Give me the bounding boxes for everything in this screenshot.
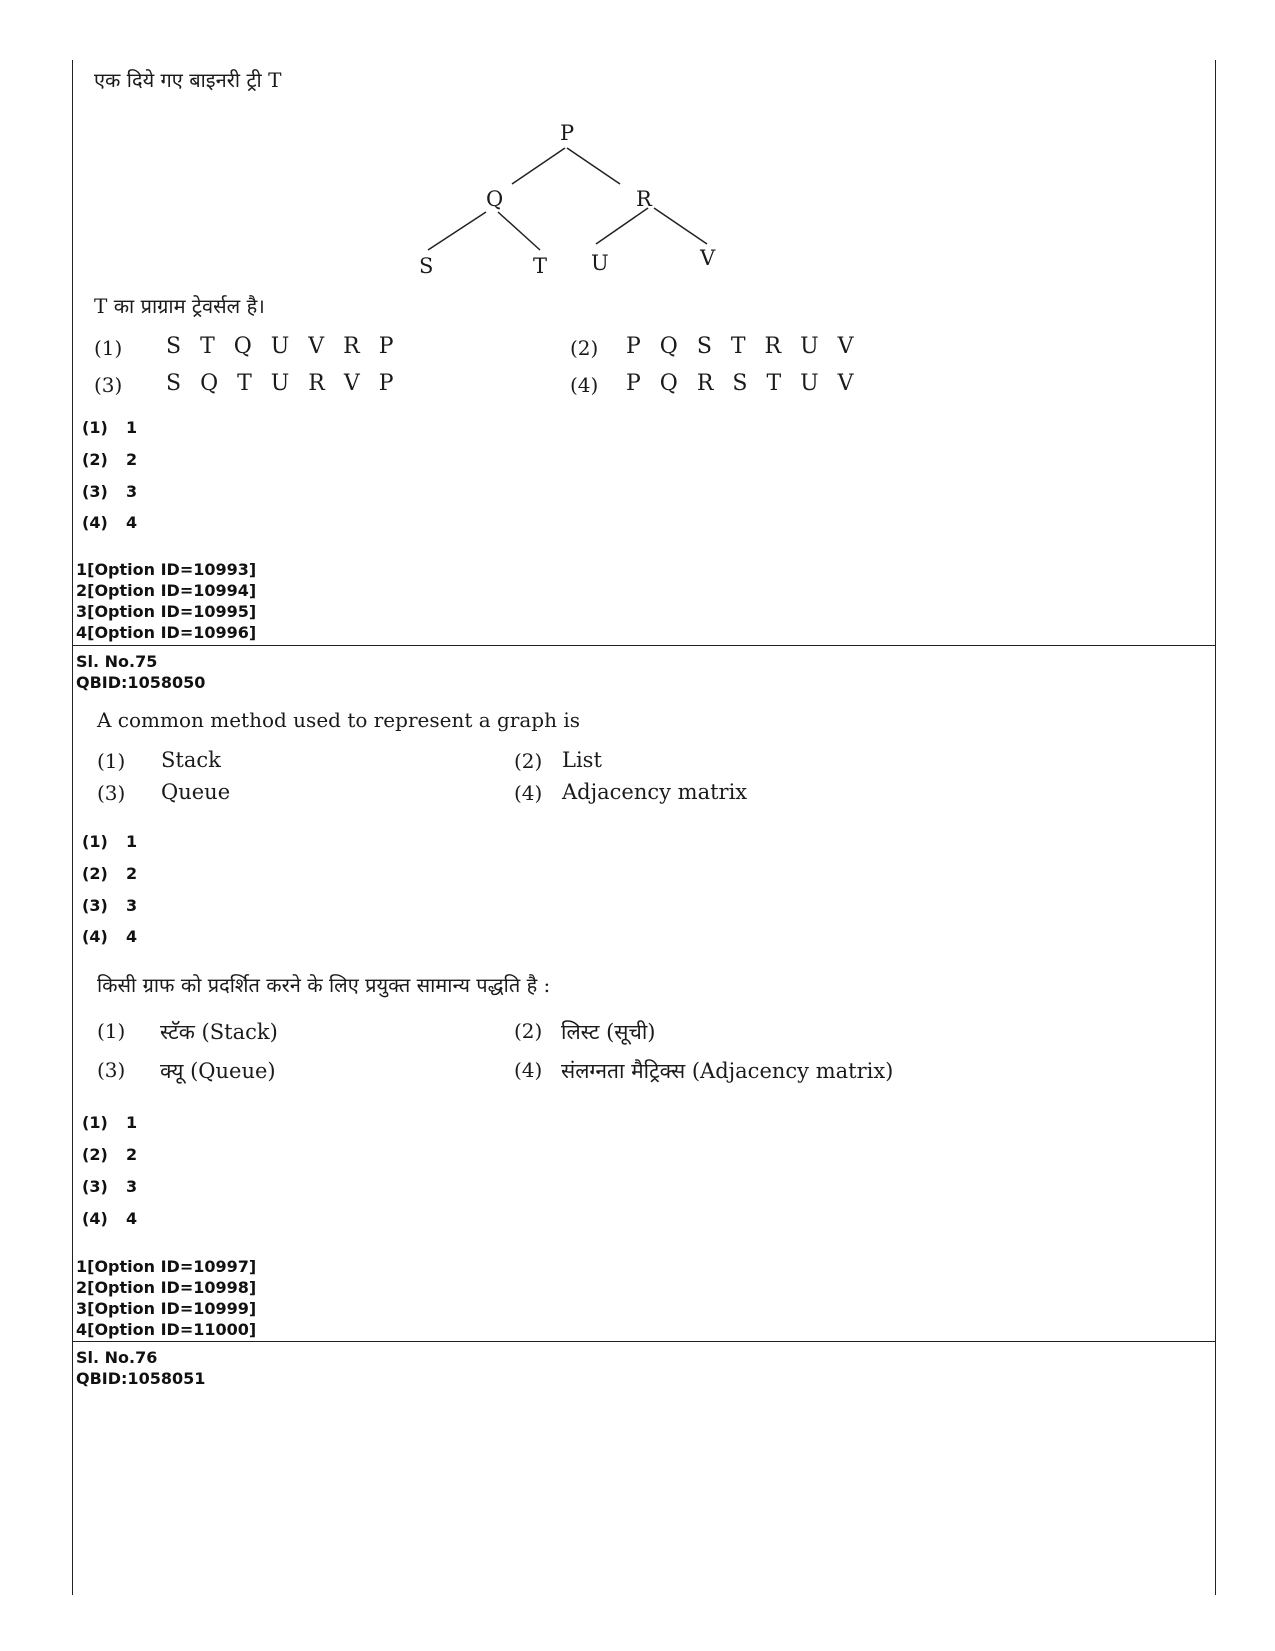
q75-hi-option-4-number: (4) — [514, 1058, 543, 1082]
tree-node-u: U — [591, 251, 609, 275]
q74-question: T का प्राग्राम ट्रेवर्सल है। — [94, 294, 265, 318]
q75-qbid: QBID:1058050 — [76, 673, 206, 692]
option-id-line: 4[Option ID=10996] — [76, 623, 257, 642]
q75-hi-answer-choice-4: (4) 4 — [82, 1209, 138, 1228]
section-divider — [72, 645, 1216, 646]
page-border-left — [72, 60, 73, 1595]
q75-hi-answer-choice-3: (3) 3 — [82, 1177, 138, 1196]
edge-q-t — [498, 212, 540, 250]
q74-answer-choice-2: (2) 2 — [82, 450, 138, 469]
q74-option-1-number: (1) — [94, 336, 123, 360]
section-divider — [72, 1341, 1216, 1342]
option-id-line: 2[Option ID=10994] — [76, 581, 257, 600]
tree-node-p: P — [560, 121, 575, 145]
q75-hi-option-4-text: संलग्नता मैट्रिक्स (Adjacency matrix) — [561, 1059, 894, 1083]
q75-en-option-2-text: List — [562, 748, 602, 772]
q75-header — [76, 651, 205, 693]
tree-node-q: Q — [486, 187, 504, 211]
edge-p-r — [567, 148, 620, 184]
q75-en-answer-choice-4: (4) 4 — [82, 927, 138, 946]
q74-intro: एक दिये गए बाइनरी ट्री T — [94, 68, 282, 92]
edge-q-s — [428, 212, 486, 250]
option-id-line: 1[Option ID=10993] — [76, 560, 257, 579]
q74-answer-choice-1: (1) 1 — [82, 418, 138, 437]
tree-node-r: R — [636, 187, 652, 211]
edge-r-v — [654, 208, 707, 244]
q74-option-2-text: P Q S T R U V — [626, 334, 860, 359]
q74-option-3-number: (3) — [94, 373, 123, 397]
q75-question-hindi: किसी ग्राफ को प्रदर्शित करने के लिए प्रयुक्त सामान्य पद्धति है : — [97, 973, 551, 997]
tree-node-s: S — [419, 254, 434, 278]
q74-option-2-number: (2) — [570, 336, 599, 360]
binary-tree-diagram — [400, 110, 760, 285]
q76-header — [76, 1347, 205, 1389]
q75-en-option-3-text: Queue — [161, 780, 231, 804]
q75-hi-answer-choice-1: (1) 1 — [82, 1113, 138, 1132]
q75-en-answer-choice-1: (1) 1 — [82, 832, 138, 851]
q74-answer-choice-3: (3) 3 — [82, 482, 138, 501]
q75-en-option-4-number: (4) — [514, 781, 543, 805]
q74-option-4-text: P Q R S T U V — [626, 371, 860, 396]
q75-hi-option-1-number: (1) — [97, 1019, 126, 1043]
q75-en-option-4-text: Adjacency matrix — [562, 780, 748, 804]
tree-node-v: V — [700, 246, 716, 270]
q74-option-ids — [76, 559, 256, 643]
q75-hi-option-2-number: (2) — [514, 1019, 543, 1043]
q75-hi-answer-choice-2: (2) 2 — [82, 1145, 138, 1164]
q75-en-option-2-number: (2) — [514, 749, 543, 773]
option-id-line: 3[Option ID=10999] — [76, 1299, 257, 1318]
q75-en-option-3-number: (3) — [97, 781, 126, 805]
q75-hi-option-3-number: (3) — [97, 1058, 126, 1082]
page-border-right — [1215, 60, 1216, 1595]
q75-en-answer-choice-2: (2) 2 — [82, 864, 138, 883]
q75-hi-option-3-text: क्यू (Queue) — [160, 1059, 276, 1083]
option-id-line: 4[Option ID=11000] — [76, 1320, 257, 1339]
option-id-line: 1[Option ID=10997] — [76, 1257, 257, 1276]
q74-option-3-text: S Q T U R V P — [166, 371, 400, 396]
q74-option-1-text: S T Q U V R P — [166, 334, 400, 359]
q75-hi-option-2-text: लिस्ट (सूची) — [561, 1020, 656, 1044]
q74-option-4-number: (4) — [570, 373, 599, 397]
q75-en-option-1-text: Stack — [161, 748, 221, 772]
q75-en-answer-choice-3: (3) 3 — [82, 896, 138, 915]
option-id-line: 2[Option ID=10998] — [76, 1278, 257, 1297]
q75-en-option-1-number: (1) — [97, 749, 126, 773]
q76-qbid: QBID:1058051 — [76, 1369, 206, 1388]
q74-answer-choice-4: (4) 4 — [82, 513, 138, 532]
edge-p-q — [512, 148, 565, 184]
option-id-line: 3[Option ID=10995] — [76, 602, 257, 621]
q76-sl-no: Sl. No.76 — [76, 1348, 158, 1367]
q75-sl-no: Sl. No.75 — [76, 652, 158, 671]
q75-hi-option-1-text: स्टॅक (Stack) — [160, 1020, 278, 1044]
edge-r-u — [596, 208, 648, 244]
q75-option-ids — [76, 1256, 256, 1340]
tree-node-t: T — [533, 254, 548, 278]
q75-question-english: A common method used to represent a graph is — [97, 708, 580, 732]
